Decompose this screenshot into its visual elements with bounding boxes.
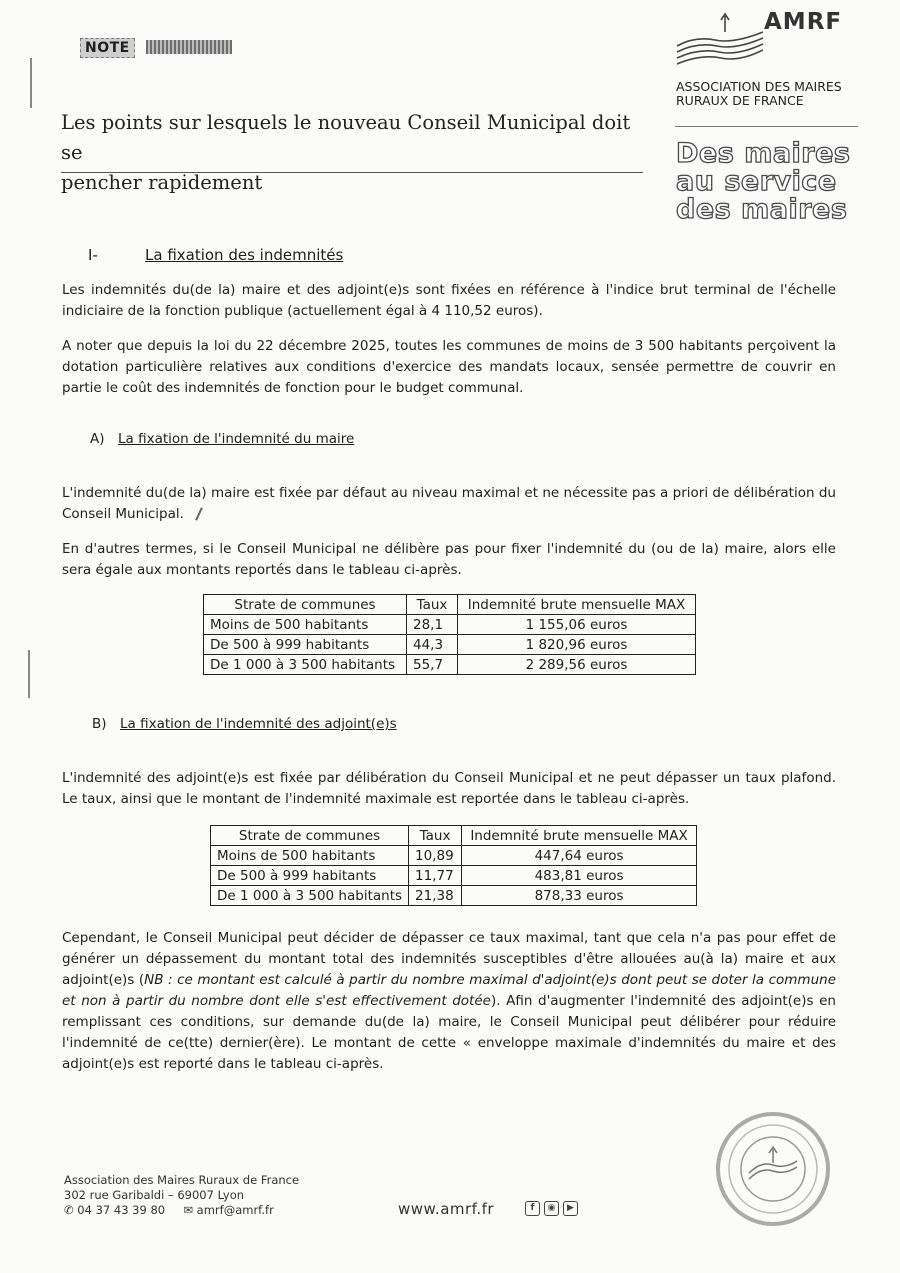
- cell-strate: De 500 à 999 habitants: [204, 635, 407, 655]
- note-tag: NOTE: [80, 38, 135, 58]
- table-header-row: [211, 826, 697, 846]
- paragraph-enveloppe: [62, 928, 836, 1075]
- footer-org: Association des Maires Ruraux de France: [64, 1173, 300, 1187]
- cell-taux: 44,3: [407, 635, 458, 655]
- slogan: [676, 140, 851, 224]
- header-taux: Taux: [407, 595, 458, 615]
- page-title-line2: pencher rapidement: [61, 171, 263, 194]
- subsection-number: A): [90, 431, 105, 447]
- footer-address: [64, 1173, 299, 1218]
- paragraph-enveloppe-start: Cependant, le Conseil Municipal peut décider de dépasser ce taux maximal, tant que cela n'a pas pour effet de générer un dépassement du montant total des indemnités susceptibles d'être allouées au(à la) maire et aux adjoint(e)s (: [62, 930, 836, 988]
- cell-strate: De 500 à 999 habitants: [211, 866, 409, 886]
- page-title: [61, 108, 651, 198]
- paragraph-indice: Les indemnités du(de la) maire et des adjoint(e)s sont fixées en référence à l'indice brut terminal de l'échelle indiciaire de la fonction publique (actuellement égal à 4 110,52 euros).: [62, 282, 836, 319]
- cell-taux: 11,77: [409, 866, 462, 886]
- table-row: [211, 886, 697, 906]
- cell-indemnite: 1 820,96 euros: [458, 635, 696, 655]
- amrf-logo-text: AMRF: [764, 9, 843, 35]
- table-header-row: [204, 595, 696, 615]
- subsection-number: B): [92, 716, 107, 732]
- subsection-heading: La fixation de l'indemnité des adjoint(e)s: [120, 716, 397, 732]
- amrf-stamp-icon: [713, 1111, 833, 1227]
- scan-artifact: [28, 650, 30, 698]
- paragraph-maire-defaut: L'indemnité du(de la) maire est fixée par défaut au niveau maximal et ne nécessite pas a priori de délibération du Conseil Municipal.: [62, 485, 836, 522]
- redacted-mark: [146, 40, 232, 54]
- association-name: [676, 80, 842, 108]
- cell-taux: 28,1: [407, 615, 458, 635]
- footer-phone: 04 37 43 39 80: [77, 1203, 166, 1217]
- slogan-line3: des maires: [676, 194, 848, 225]
- header-taux: Taux: [409, 826, 462, 846]
- table-indemnite-adjoints: [210, 825, 697, 906]
- association-name-line2: RURAUX DE FRANCE: [676, 93, 804, 108]
- social-icon-1[interactable]: f: [525, 1201, 540, 1216]
- slogan-line1: Des maires: [676, 138, 851, 169]
- email-icon: ✉: [183, 1203, 194, 1217]
- cell-strate: Moins de 500 habitants: [204, 615, 407, 635]
- paragraph-dotation: A noter que depuis la loi du 22 décembre 2025, toutes les communes de moins de 3 500 habitants perçoivent la dotation particulière relatives aux conditions d'exercice des mandats locaux, sensée permettre de couvrir en partie le coût des indemnités de fonction pour le budget communal.: [62, 338, 836, 396]
- table-row: [204, 655, 696, 675]
- phone-icon: ✆: [64, 1203, 74, 1217]
- logo-divider: [675, 126, 858, 127]
- subsection-heading: La fixation de l'indemnité du maire: [118, 431, 355, 447]
- association-name-line1: ASSOCIATION DES MAIRES: [676, 79, 842, 94]
- header-strate: Strate de communes: [211, 826, 409, 846]
- cell-taux: 10,89: [409, 846, 462, 866]
- title-divider: [61, 172, 643, 173]
- paragraph-enveloppe-end: ). Afin d'augmenter l'indemnité des adjoint(e)s en remplissant ces conditions, sur demande du(de la) maire, le Conseil Municipal peut délibérer pour réduire l'indemnité de ce(tte) dernier(ère). Le montant de cette « enveloppe maximale d'indemnités du maire et des adjoint(e)s est reporté dans le tableau ci-après.: [62, 993, 836, 1072]
- footer-email[interactable]: amrf@amrf.fr: [196, 1203, 274, 1217]
- scan-artifact: [30, 58, 32, 108]
- cell-indemnite: 2 289,56 euros: [458, 655, 696, 675]
- header-indemnite: Indemnité brute mensuelle MAX: [458, 595, 696, 615]
- page-title-line1: Les points sur lesquels le nouveau Conseil Municipal doit se: [61, 111, 631, 164]
- slogan-line2: au service: [676, 166, 837, 197]
- cell-indemnite: 483,81 euros: [462, 866, 697, 886]
- cell-strate: Moins de 500 habitants: [211, 846, 409, 866]
- paragraph-adjoints-plafond: L'indemnité des adjoint(e)s est fixée par délibération du Conseil Municipal et ne peut dépasser un taux plafond. Le taux, ainsi que le montant de l'indemnité maximale est reportée dans le tableau ci-après.: [62, 770, 836, 807]
- paragraph-maire-montants: En d'autres termes, si le Conseil Municipal ne délibère pas pour fixer l'indemnité du (ou de la) maire, alors elle sera égale aux montants reportés dans le tableau ci-après.: [62, 541, 836, 578]
- footer-website[interactable]: www.amrf.fr: [398, 1200, 495, 1218]
- cell-taux: 55,7: [407, 655, 458, 675]
- table-row: [211, 866, 697, 886]
- social-icon-3[interactable]: ▶: [563, 1201, 578, 1216]
- header-strate: Strate de communes: [204, 595, 407, 615]
- amrf-logo-icon: [675, 10, 765, 72]
- section-heading: La fixation des indemnités: [145, 246, 344, 264]
- table-row: [204, 615, 696, 635]
- header-indemnite: Indemnité brute mensuelle MAX: [462, 826, 697, 846]
- footer-contact: [64, 1203, 299, 1218]
- table-indemnite-maire: [203, 594, 696, 675]
- cell-indemnite: 878,33 euros: [462, 886, 697, 906]
- social-icon-2[interactable]: ◉: [544, 1201, 559, 1216]
- cell-indemnite: 447,64 euros: [462, 846, 697, 866]
- cell-strate: De 1 000 à 3 500 habitants: [204, 655, 407, 675]
- cell-taux: 21,38: [409, 886, 462, 906]
- paragraph-enveloppe-note: NB : ce montant est calculé à partir du nombre maximal d'adjoint(e)s dont peut se doter la commune et non à partir du nombre dont elle s'est effectivement dotée: [62, 972, 836, 1009]
- table-row: [204, 635, 696, 655]
- footer-street: 302 rue Garibaldi – 69007 Lyon: [64, 1188, 245, 1202]
- cell-strate: De 1 000 à 3 500 habitants: [211, 886, 409, 906]
- table-row: [211, 846, 697, 866]
- cell-indemnite: 1 155,06 euros: [458, 615, 696, 635]
- section-number: I-: [88, 246, 98, 264]
